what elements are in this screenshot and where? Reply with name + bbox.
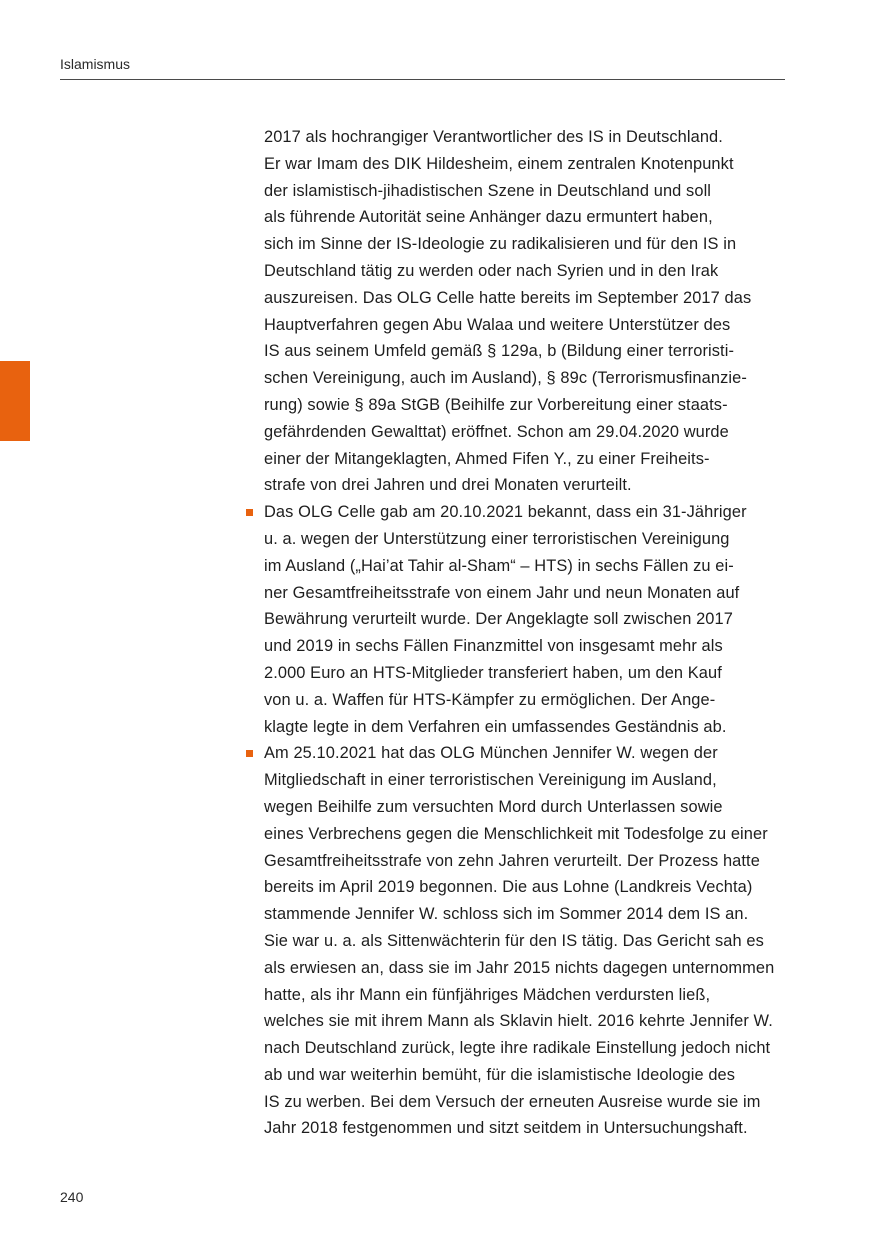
text-line: Mitgliedschaft in einer terroristischen Vereinigung im Ausland,	[264, 771, 717, 790]
text-line: klagte legte in dem Verfahren ein umfassendes Geständnis ab.	[264, 717, 727, 736]
text-line: im Ausland („Hai’at Tahir al-Sham“ – HTS) in sechs Fällen zu ei-	[264, 556, 734, 575]
text-line: ab und war weiterhin bemüht, für die islamistische Ideologie des	[264, 1065, 736, 1084]
text-line: hatte, als ihr Mann ein fünfjähriges Mädchen verdursten ließ,	[264, 985, 711, 1004]
bullet-square-icon	[246, 509, 253, 516]
text-line: und 2019 in sechs Fällen Finanzmittel von insgesamt mehr als	[264, 637, 723, 656]
bullet-item	[264, 740, 794, 1142]
text-line: ner Gesamtfreiheitsstrafe von einem Jahr und neun Monaten auf	[264, 583, 740, 602]
text-line: welches sie mit ihrem Mann als Sklavin hielt. 2016 kehrte Jennifer W.	[264, 1012, 773, 1031]
bullet-item	[264, 499, 794, 740]
page-number: 240	[60, 1189, 84, 1205]
text-line: eines Verbrechens gegen die Menschlichkeit mit Todesfolge zu einer	[264, 824, 768, 843]
text-line: als erwiesen an, dass sie im Jahr 2015 nichts dagegen unternommen	[264, 958, 775, 977]
bullet-square-icon	[246, 750, 253, 757]
chapter-tab-marker	[0, 361, 30, 441]
text-line: u. a. wegen der Unterstützung einer terroristischen Vereinigung	[264, 529, 730, 548]
text-line: IS zu werben. Bei dem Versuch der erneuten Ausreise wurde sie im	[264, 1092, 761, 1111]
text-line: von u. a. Waffen für HTS-Kämpfer zu ermöglichen. Der Ange-	[264, 690, 716, 709]
text-line: Gesamtfreiheitsstrafe von zehn Jahren verurteilt. Der Prozess hatte	[264, 851, 760, 870]
text-line: auszureisen. Das OLG Celle hatte bereits im September 2017 das	[264, 288, 752, 307]
continuation-paragraph	[264, 124, 794, 499]
body-text	[264, 124, 794, 1142]
text-line: 2017 als hochrangiger Verantwortlicher des IS in Deutschland.	[264, 128, 723, 146]
text-line: Deutschland tätig zu werden oder nach Syrien und in den Irak	[264, 261, 719, 280]
text-line: gefährdenden Gewalttat) eröffnet. Schon am 29.04.2020 wurde	[264, 422, 729, 441]
text-line: einer der Mitangeklagten, Ahmed Fifen Y., zu einer Freiheits-	[264, 449, 710, 468]
running-title: Islamismus	[60, 56, 131, 72]
text-line: Er war Imam des DIK Hildesheim, einem zentralen Knotenpunkt	[264, 154, 734, 173]
text-line: stammende Jennifer W. schloss sich im Sommer 2014 dem IS an.	[264, 905, 749, 924]
text-line: sich im Sinne der IS-Ideologie zu radikalisieren und für den IS in	[264, 235, 737, 254]
text-line: als führende Autorität seine Anhänger dazu ermuntert haben,	[264, 208, 713, 227]
text-line: 2.000 Euro an HTS-Mitglieder transferiert haben, um den Kauf	[264, 663, 722, 682]
text-line: wegen Beihilfe zum versuchten Mord durch Unterlassen sowie	[264, 797, 723, 816]
text-line: Das OLG Celle gab am 20.10.2021 bekannt, dass ein 31-Jähriger	[264, 503, 747, 522]
text-line: Bewährung verurteilt wurde. Der Angeklagte soll zwischen 2017	[264, 610, 733, 629]
text-line: Sie war u. a. als Sittenwächterin für den IS tätig. Das Gericht sah es	[264, 931, 764, 950]
text-line: Am 25.10.2021 hat das OLG München Jennifer W. wegen der	[264, 744, 718, 763]
text-line: rung) sowie § 89a StGB (Beihilfe zur Vorbereitung einer staats-	[264, 395, 728, 414]
text-line: der islamistisch-jihadistischen Szene in Deutschland und soll	[264, 181, 712, 200]
text-line: nach Deutschland zurück, legte ihre radikale Einstellung jedoch nicht	[264, 1039, 771, 1058]
text-line: bereits im April 2019 begonnen. Die aus Lohne (Landkreis Vechta)	[264, 878, 753, 897]
header-rule	[60, 79, 785, 80]
text-line: schen Vereinigung, auch im Ausland), § 89c (Terrorismusfinanzie-	[264, 369, 747, 388]
text-line: strafe von drei Jahren und drei Monaten verurteilt.	[264, 476, 632, 495]
text-line: IS aus seinem Umfeld gemäß § 129a, b (Bildung einer terroristi-	[264, 342, 734, 361]
text-line: Hauptverfahren gegen Abu Walaa und weitere Unterstützer des	[264, 315, 731, 334]
text-line: Jahr 2018 festgenommen und sitzt seitdem in Untersuchungshaft.	[264, 1119, 748, 1138]
